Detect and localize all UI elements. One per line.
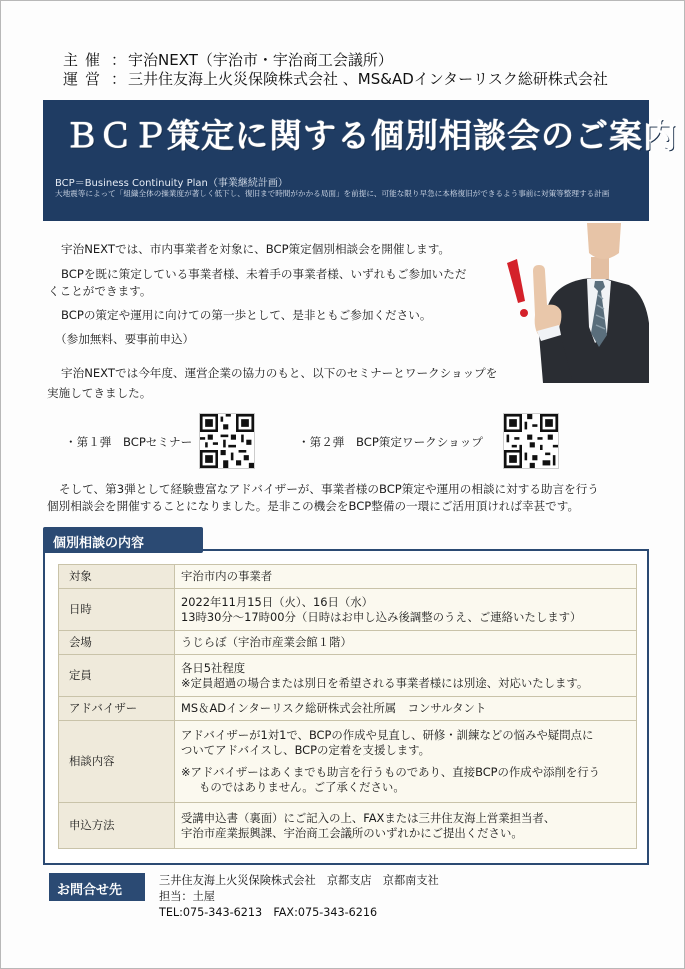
free-note: （参加無料、要事前申込）	[55, 332, 195, 346]
table-row	[59, 655, 637, 697]
advisor-label: アドバイザー	[59, 697, 175, 721]
content-note-1: ※アドバイザーはあくまでも助言を行うものであり、直接BCPの作成や添削を行う	[181, 765, 601, 779]
table-row	[59, 721, 637, 803]
organizer-block	[63, 51, 608, 89]
intro-paragraph-3: BCPの策定や運用に向けての第一歩として、是非ともご参加ください。	[61, 308, 432, 322]
table-row	[59, 803, 637, 849]
host-key: 主催	[63, 51, 108, 69]
content-line-2: ついてアドバイスし、BCPの定着を支援します。	[181, 743, 430, 757]
operator-row: 運営 ： 三井住友海上火災保険株式会社 、MS&ADインターリスク総研株式会社	[63, 70, 608, 88]
host-value: 宇治NEXT（宇治市・宇治商工会議所）	[128, 51, 393, 69]
capacity-line-1: 各日5社程度	[181, 660, 246, 675]
apply-line-2: 宇治市産業振興課、宇治商工会議所のいずれかにご提出ください。	[181, 825, 523, 840]
venue-label: 会場	[59, 631, 175, 655]
content-line-1: アドバイザーが1対1で、BCPの作成や見直し、研修・訓練などの悩みや疑問点に	[181, 728, 594, 742]
bcp-definition: BCP＝Business Continuity Plan（事業継続計画）	[55, 178, 288, 189]
operator-key: 運営	[63, 70, 108, 88]
date-line-2: 13時30分～17時00分（日時はお申し込み後調整のうえ、ご連絡いたします）	[181, 609, 582, 624]
qr-code-seminar[interactable]	[199, 413, 255, 469]
host-row: 主催 ： 宇治NEXT（宇治市・宇治商工会議所）	[63, 51, 393, 69]
details-table	[58, 564, 637, 849]
qr-code-workshop[interactable]	[503, 413, 559, 469]
table-row	[59, 565, 637, 589]
contact-phone-fax[interactable]: TEL:075-343-6213 FAX:075-343-6216	[159, 906, 378, 919]
intro-paragraph-2: BCPを既に策定している事業者様、未着手の事業者様、いずれもご参加いただ	[61, 267, 467, 281]
contact-label: お問合せ先	[49, 873, 145, 901]
exclamation-icon	[507, 259, 528, 317]
content-label: 相談内容	[59, 721, 175, 803]
seminar-item-1: ・第１弾 BCPセミナー	[65, 435, 193, 449]
date-line-1: 2022年11月15日（火）、16日（水）	[181, 594, 374, 609]
intro-paragraph-2-cont: くことができます。	[48, 284, 152, 298]
table-row	[59, 697, 637, 721]
venue-value: うじらぼ（宇治市産業会館１階）	[175, 631, 637, 655]
section-title: 個別相談の内容	[43, 527, 203, 553]
advisor-value: MS＆ADインターリスク総研株式会社所属 コンサルタント	[175, 697, 637, 721]
capacity-line-2: ※定員超過の場合または別日を希望される事業者様には別途、対応いたします。	[181, 675, 589, 690]
contact-person: 担当：土屋	[159, 890, 215, 903]
intro-paragraph-1: 宇治NEXTでは、市内事業者を対象に、BCP策定個別相談会を開催します。	[61, 242, 450, 256]
target-value: 宇治市内の事業者	[175, 565, 637, 589]
table-row	[59, 589, 637, 631]
content-note-2: ものではありません。ご了承ください。	[199, 780, 405, 794]
apply-label: 申込方法	[59, 803, 175, 849]
history-paragraph-cont: 実施してきました。	[47, 386, 152, 400]
closing-paragraph-cont: 個別相談会を開催することになりました。是非この機会をBCP整備の一環にご活用頂ければ幸甚です。	[47, 499, 580, 513]
history-paragraph: 宇治NEXTでは今年度、運営企業の協力のもと、以下のセミナーとワークショップを	[61, 366, 498, 380]
contact-company: 三井住友海上火災保険株式会社 京都支店 京都南支社	[159, 874, 439, 887]
date-label: 日時	[59, 589, 175, 631]
seminar-item-2: ・第２弾 BCP策定ワークショップ	[298, 435, 483, 449]
operator-value: 三井住友海上火災保険株式会社 、MS&ADインターリスク総研株式会社	[128, 70, 608, 88]
title-banner	[43, 100, 677, 221]
capacity-label: 定員	[59, 655, 175, 697]
table-row	[59, 631, 637, 655]
apply-line-1: 受講申込書（裏面）にご記入の上、FAXまたは三井住友海上営業担当者、	[181, 810, 556, 825]
page-title: ＢＣＰ策定に関する個別相談会のご案内	[65, 116, 677, 155]
contact-block	[159, 873, 439, 921]
bcp-description: 大地震等によって「組織全体の操業度が著しく低下し、復旧まで時間がかかる局面」を前提に、可能な限り早急に本格復旧ができるよう事前に対策等整理する計画	[55, 189, 610, 198]
closing-paragraph: そして、第3弾として経験豊富なアドバイザーが、事業者様のBCP策定や運用の相談に対する助言を行う	[59, 482, 599, 496]
businessman-illustration	[503, 223, 649, 383]
target-label: 対象	[59, 565, 175, 589]
